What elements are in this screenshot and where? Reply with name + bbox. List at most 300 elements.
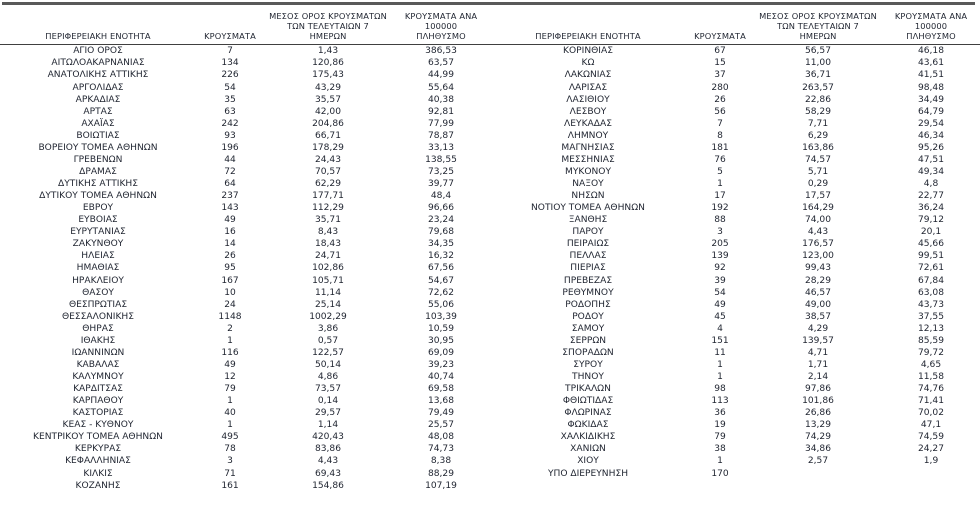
- cell-region: ΚΙΛΚΙΣ: [83, 468, 113, 479]
- cell-cases: 93: [224, 130, 236, 141]
- table-row: [490, 118, 980, 130]
- cell-region: ΣΥΡΟΥ: [573, 359, 603, 370]
- cell-cases: 4: [717, 323, 723, 334]
- table-row: [490, 226, 980, 238]
- cell-per100k: 4,65: [920, 359, 942, 370]
- table-row: [490, 69, 980, 81]
- cell-cases: 38: [714, 444, 726, 455]
- header-per100k-line2: ΠΛΗΘΥΣΜΟ: [416, 31, 466, 42]
- cell-region: ΛΑΡΙΣΑΣ: [568, 82, 608, 93]
- table-row: [0, 178, 490, 190]
- cell-avg7: 0,14: [317, 396, 339, 407]
- cell-region: ΑΡΤΑΣ: [83, 106, 113, 117]
- cell-region: ΦΘΙΩΤΙΔΑΣ: [562, 396, 614, 407]
- table-row: [0, 130, 490, 142]
- cell-avg7: 8,43: [317, 227, 339, 238]
- cell-region: ΚΕΡΚΥΡΑΣ: [74, 444, 122, 455]
- tables-container: [0, 11, 980, 492]
- cell-per100k: 88,29: [427, 468, 455, 479]
- table-row: [0, 275, 490, 287]
- table-row: [490, 419, 980, 431]
- cell-per100k: 69,09: [427, 347, 455, 358]
- cell-avg7: 56,57: [804, 46, 832, 57]
- cell-cases: 192: [711, 203, 729, 214]
- cell-region: ΚΑΡΠΑΘΟΥ: [72, 396, 124, 407]
- cell-cases: 3: [717, 227, 723, 238]
- header-cases: ΚΡΟΥΣΜΑΤΑ: [196, 11, 264, 45]
- cell-region: ΚΕΝΤΡΙΚΟΥ ΤΟΜΕΑ ΑΘΗΝΩΝ: [33, 432, 163, 443]
- cell-avg7: 7,71: [807, 118, 829, 129]
- header-avg7-line1: ΜΕΣΟΣ ΟΡΟΣ ΚΡΟΥΣΜΑΤΩΝ: [759, 11, 877, 21]
- cell-region: ΠΡΕΒΕΖΑΣ: [563, 275, 613, 286]
- cell-region: ΕΥΡΥΤΑΝΙΑΣ: [70, 227, 126, 238]
- cell-region: ΡΕΘΥΜΝΟΥ: [562, 287, 614, 298]
- table-row: [0, 166, 490, 178]
- cell-cases: 139: [711, 251, 729, 262]
- cell-per100k: 74,76: [917, 384, 945, 395]
- cell-region: ΗΜΑΘΙΑΣ: [76, 263, 120, 274]
- cell-per100k: 23,24: [427, 215, 455, 226]
- cell-region: ΗΡΑΚΛΕΙΟΥ: [72, 275, 124, 286]
- cell-cases: 35: [224, 94, 236, 105]
- table-row: [0, 311, 490, 323]
- right-table-panel: [490, 11, 980, 492]
- left-table-body: [0, 45, 490, 492]
- cell-avg7: 11,00: [804, 58, 832, 69]
- cell-region: ΙΩΑΝΝΙΝΩΝ: [71, 347, 125, 358]
- table-row: [0, 106, 490, 118]
- cell-avg7: 11,14: [314, 287, 342, 298]
- cell-per100k: 25,57: [427, 420, 455, 431]
- cell-cases: 2: [227, 323, 233, 334]
- table-row: [490, 142, 980, 154]
- cell-avg7: 6,29: [807, 130, 829, 141]
- cell-cases: 92: [714, 263, 726, 274]
- cell-per100k: 43,73: [917, 299, 945, 310]
- cell-cases: 280: [711, 82, 729, 93]
- cell-per100k: 43,61: [917, 58, 945, 69]
- left-table-header: [0, 11, 490, 45]
- cell-avg7: 175,43: [312, 70, 344, 81]
- cell-per100k: 67,84: [917, 275, 945, 286]
- header-per100k-line1: ΚΡΟΥΣΜΑΤΑ ΑΝΑ 100000: [894, 11, 968, 32]
- cell-per100k: 24,27: [917, 444, 945, 455]
- table-row: [0, 57, 490, 69]
- cell-cases: 56: [714, 106, 726, 117]
- table-row: [0, 94, 490, 106]
- cell-per100k: 48,4: [430, 191, 452, 202]
- cell-avg7: 2,14: [807, 372, 829, 383]
- cell-per100k: 46,34: [917, 130, 945, 141]
- cell-region: ΛΗΜΝΟΥ: [567, 130, 609, 141]
- cell-region: ΘΕΣΠΡΩΤΙΑΣ: [68, 299, 128, 310]
- cell-region: ΙΘΑΚΗΣ: [80, 335, 116, 346]
- table-row: [490, 250, 980, 262]
- cell-region: ΚΑΒΑΛΑΣ: [76, 359, 120, 370]
- table-row: [490, 347, 980, 359]
- cell-per100k: 1,9: [923, 456, 939, 467]
- cell-region: ΘΑΣΟΥ: [82, 287, 114, 298]
- cell-region: ΣΑΜΟΥ: [571, 323, 605, 334]
- table-row: [490, 323, 980, 335]
- cell-avg7: 38,57: [804, 311, 832, 322]
- cell-region: ΑΡΚΑΔΙΑΣ: [75, 94, 121, 105]
- cell-avg7: 24,71: [314, 251, 342, 262]
- cell-cases: 45: [714, 311, 726, 322]
- cell-cases: 167: [221, 275, 239, 286]
- cell-per100k: 103,39: [425, 311, 457, 322]
- cell-cases: 5: [717, 166, 723, 177]
- cell-region: ΠΕΛΛΑΣ: [569, 251, 607, 262]
- cell-per100k: 72,62: [427, 287, 455, 298]
- cell-cases: 116: [221, 347, 239, 358]
- table-row: [0, 262, 490, 274]
- cell-avg7: 101,86: [802, 396, 834, 407]
- right-table-header: [490, 11, 980, 45]
- cell-avg7: 1,71: [807, 359, 829, 370]
- header-avg7-line1: ΜΕΣΟΣ ΟΡΟΣ ΚΡΟΥΣΜΑΤΩΝ: [269, 11, 387, 21]
- cell-per100k: 96,66: [427, 203, 455, 214]
- cell-region: ΤΡΙΚΑΛΩΝ: [565, 384, 611, 395]
- cell-region: ΥΠΟ ΔΙΕΡΕΥΝΗΣΗ: [547, 468, 629, 479]
- cell-cases: 205: [711, 239, 729, 250]
- cell-per100k: 12,13: [917, 323, 945, 334]
- table-row: [490, 407, 980, 419]
- table-row: [490, 443, 980, 455]
- cell-per100k: 74,73: [427, 444, 455, 455]
- cell-per100k: 99,51: [917, 251, 945, 262]
- table-row: [490, 178, 980, 190]
- cell-avg7: 58,29: [804, 106, 832, 117]
- cell-per100k: 39,23: [427, 359, 455, 370]
- cell-region: ΕΒΡΟΥ: [82, 203, 114, 214]
- cell-per100k: 63,57: [427, 58, 455, 69]
- cell-per100k: 41,51: [917, 70, 945, 81]
- cell-per100k: 73,25: [427, 166, 455, 177]
- table-row: [0, 443, 490, 455]
- table-row: [0, 383, 490, 395]
- table-row: [0, 202, 490, 214]
- cell-cases: 1: [227, 420, 233, 431]
- header-region: ΠΕΡΙΦΕΡΕΙΑΚΗ ΕΝΟΤΗΤΑ: [490, 11, 686, 45]
- cell-cases: 24: [224, 299, 236, 310]
- cell-cases: 14: [224, 239, 236, 250]
- cell-avg7: 4,29: [807, 323, 829, 334]
- cell-cases: 226: [221, 70, 239, 81]
- cell-region: ΚΕΑΣ - ΚΥΘΝΟΥ: [62, 420, 134, 431]
- table-row: [490, 94, 980, 106]
- cell-cases: 8: [717, 130, 723, 141]
- cell-per100k: 11,58: [917, 372, 945, 383]
- cell-avg7: 50,14: [314, 359, 342, 370]
- table-row: [490, 154, 980, 166]
- table-row: [0, 455, 490, 467]
- left-data-table: [0, 11, 490, 492]
- cell-cases: 161: [221, 480, 239, 491]
- cell-avg7: 29,57: [314, 408, 342, 419]
- cell-avg7: 102,86: [312, 263, 344, 274]
- cell-avg7: 204,86: [312, 118, 344, 129]
- table-row: [0, 407, 490, 419]
- header-avg7: [754, 11, 882, 45]
- cell-cases: 196: [221, 142, 239, 153]
- table-row: [490, 202, 980, 214]
- cell-region: ΞΑΝΘΗΣ: [568, 215, 608, 226]
- cell-avg7: 177,71: [312, 191, 344, 202]
- cell-avg7: 66,71: [314, 130, 342, 141]
- table-row: [0, 287, 490, 299]
- cell-avg7: 3,86: [317, 323, 339, 334]
- cell-region: ΑΡΓΟΛΙΔΑΣ: [72, 82, 124, 93]
- cell-avg7: 36,71: [804, 70, 832, 81]
- cell-region: ΑΙΤΩΛΟΑΚΑΡΝΑΝΙΑΣ: [51, 58, 145, 69]
- cell-cases: 54: [714, 287, 726, 298]
- table-row: [490, 166, 980, 178]
- cell-avg7: 13,29: [804, 420, 832, 431]
- cell-cases: 1: [717, 456, 723, 467]
- table-row: [490, 262, 980, 274]
- table-row: [490, 82, 980, 94]
- cell-per100k: 79,72: [917, 347, 945, 358]
- cell-region: ΣΕΡΡΩΝ: [569, 335, 607, 346]
- cell-avg7: 122,57: [312, 347, 344, 358]
- table-row: [0, 238, 490, 250]
- cell-per100k: 63,08: [917, 287, 945, 298]
- cell-per100k: 138,55: [425, 154, 457, 165]
- cell-region: ΗΛΕΙΑΣ: [81, 251, 115, 262]
- cell-region: ΖΑΚΥΝΘΟΥ: [72, 239, 124, 250]
- cell-avg7: 83,86: [314, 444, 342, 455]
- cell-per100k: 33,13: [427, 142, 455, 153]
- table-row: [0, 395, 490, 407]
- cell-per100k: [882, 468, 980, 480]
- cell-region: ΦΩΚΙΔΑΣ: [567, 420, 609, 431]
- cell-per100k: 92,81: [427, 106, 455, 117]
- cell-cases: 1: [717, 179, 723, 190]
- cell-per100k: 69,58: [427, 384, 455, 395]
- cell-cases: 10: [224, 287, 236, 298]
- table-row: [490, 383, 980, 395]
- cell-per100k: 20,1: [920, 227, 942, 238]
- table-row: [490, 287, 980, 299]
- table-row: [490, 57, 980, 69]
- cell-per100k: 79,12: [917, 215, 945, 226]
- cell-avg7: 46,57: [804, 287, 832, 298]
- cell-avg7: [754, 468, 882, 480]
- cell-avg7: 70,57: [314, 166, 342, 177]
- table-row: [0, 468, 490, 480]
- cell-region: ΛΑΚΩΝΙΑΣ: [564, 70, 612, 81]
- table-row: [0, 347, 490, 359]
- cell-avg7: 420,43: [312, 432, 344, 443]
- cell-per100k: 47,51: [917, 154, 945, 165]
- left-table-panel: [0, 11, 490, 492]
- cell-cases: 44: [224, 154, 236, 165]
- cell-per100k: 85,59: [917, 335, 945, 346]
- table-row: [490, 106, 980, 118]
- table-row: [490, 214, 980, 226]
- cell-avg7: 112,29: [312, 203, 344, 214]
- table-row: [490, 45, 980, 58]
- cell-cases: 113: [711, 396, 729, 407]
- cell-region: ΣΠΟΡΑΔΩΝ: [562, 347, 614, 358]
- cell-cases: 88: [714, 215, 726, 226]
- cell-per100k: 79,49: [427, 408, 455, 419]
- cell-avg7: 4,86: [317, 372, 339, 383]
- cell-avg7: 263,57: [802, 82, 834, 93]
- cell-region: ΛΕΣΒΟΥ: [569, 106, 607, 117]
- cell-cases: 72: [224, 166, 236, 177]
- cell-cases: 1: [717, 372, 723, 383]
- cell-region: ΧΑΛΚΙΔΙΚΗΣ: [560, 432, 616, 443]
- cell-avg7: 0,29: [807, 179, 829, 190]
- cell-cases: 49: [714, 299, 726, 310]
- cell-avg7: 105,71: [312, 275, 344, 286]
- header-cases: ΚΡΟΥΣΜΑΤΑ: [686, 11, 754, 45]
- cell-avg7: 34,86: [804, 444, 832, 455]
- table-row: [0, 323, 490, 335]
- cell-region: ΠΑΡΟΥ: [572, 227, 604, 238]
- right-table-body: [490, 45, 980, 480]
- cell-cases: 26: [714, 94, 726, 105]
- cell-cases: 1148: [218, 311, 242, 322]
- cell-cases: 1: [717, 359, 723, 370]
- cell-cases: 37: [714, 70, 726, 81]
- cell-region: ΑΝΑΤΟΛΙΚΗΣ ΑΤΤΙΚΗΣ: [47, 70, 149, 81]
- table-row: [490, 311, 980, 323]
- cell-cases: 1: [227, 396, 233, 407]
- header-per100k-line1: ΚΡΟΥΣΜΑΤΑ ΑΝΑ 100000: [404, 11, 478, 32]
- table-row: [0, 45, 490, 58]
- header-per100k: [882, 11, 980, 45]
- table-row: [490, 238, 980, 250]
- cell-per100k: 55,06: [427, 299, 455, 310]
- cell-per100k: 79,68: [427, 227, 455, 238]
- cell-cases: 3: [227, 456, 233, 467]
- cell-per100k: 8,38: [430, 456, 452, 467]
- cell-per100k: 67,56: [427, 263, 455, 274]
- cell-region: ΠΕΙΡΑΙΩΣ: [566, 239, 610, 250]
- cell-cases: 16: [224, 227, 236, 238]
- cell-cases: 11: [714, 347, 726, 358]
- header-per100k: [392, 11, 490, 45]
- cell-region: ΚΑΣΤΟΡΙΑΣ: [72, 408, 124, 419]
- cell-avg7: 1,14: [317, 420, 339, 431]
- cell-per100k: 16,32: [427, 251, 455, 262]
- table-row: [490, 335, 980, 347]
- cell-per100k: 71,41: [917, 396, 945, 407]
- table-row: [0, 214, 490, 226]
- table-row: [0, 226, 490, 238]
- cell-cases: 36: [714, 408, 726, 419]
- cell-cases: 15: [714, 58, 726, 69]
- cell-per100k: 29,54: [917, 118, 945, 129]
- cell-cases: 495: [221, 432, 239, 443]
- cell-region: ΚΟΡΙΝΘΙΑΣ: [563, 46, 613, 57]
- cell-region: ΛΑΣΙΘΙΟΥ: [566, 94, 610, 105]
- table-row: [490, 455, 980, 467]
- cell-per100k: 45,66: [917, 239, 945, 250]
- right-data-table: [490, 11, 980, 480]
- header-region: ΠΕΡΙΦΕΡΕΙΑΚΗ ΕΝΟΤΗΤΑ: [0, 11, 196, 45]
- cell-avg7: 139,57: [802, 335, 834, 346]
- table-row: [490, 190, 980, 202]
- cell-cases: 98: [714, 384, 726, 395]
- table-row: [0, 190, 490, 202]
- cell-avg7: 164,29: [802, 203, 834, 214]
- cell-avg7: 4,43: [317, 456, 339, 467]
- cell-cases: 143: [221, 203, 239, 214]
- cell-cases: 40: [224, 408, 236, 419]
- table-row: [0, 250, 490, 262]
- cell-per100k: 44,99: [427, 70, 455, 81]
- cell-per100k: 22,77: [917, 191, 945, 202]
- cell-avg7: 42,00: [314, 106, 342, 117]
- cell-per100k: 55,64: [427, 82, 455, 93]
- cell-per100k: 30,95: [427, 335, 455, 346]
- cell-per100k: 46,18: [917, 46, 945, 57]
- cell-avg7: 28,29: [804, 275, 832, 286]
- cell-region: ΑΧΑΪΑΣ: [81, 118, 115, 129]
- cell-per100k: 37,55: [917, 311, 945, 322]
- cell-per100k: 39,77: [427, 179, 455, 190]
- cell-region: ΝΗΣΩΝ: [571, 191, 605, 202]
- cell-per100k: 78,87: [427, 130, 455, 141]
- cell-per100k: 49,34: [917, 166, 945, 177]
- header-per100k-line2: ΠΛΗΘΥΣΜΟ: [906, 31, 956, 42]
- cell-avg7: 26,86: [804, 408, 832, 419]
- cell-per100k: 36,24: [917, 203, 945, 214]
- cell-avg7: 18,43: [314, 239, 342, 250]
- cell-avg7: 22,86: [804, 94, 832, 105]
- cell-region: ΡΟΔΟΥ: [572, 311, 604, 322]
- cell-avg7: 97,86: [804, 384, 832, 395]
- cell-region: ΜΕΣΣΗΝΙΑΣ: [561, 154, 615, 165]
- cell-per100k: 47,1: [920, 420, 942, 431]
- cell-cases: 1: [227, 335, 233, 346]
- cell-avg7: 35,57: [314, 94, 342, 105]
- cell-cases: 17: [714, 191, 726, 202]
- cell-avg7: 154,86: [312, 480, 344, 491]
- cell-cases: 7: [717, 118, 723, 129]
- cell-avg7: 4,71: [807, 347, 829, 358]
- cell-per100k: 10,59: [427, 323, 455, 334]
- cell-region: ΜΑΓΝΗΣΙΑΣ: [561, 142, 615, 153]
- cell-per100k: 70,02: [917, 408, 945, 419]
- table-row: [0, 335, 490, 347]
- cell-avg7: 24,43: [314, 154, 342, 165]
- cell-cases: 242: [221, 118, 239, 129]
- cell-region: ΜΥΚΟΝΟΥ: [564, 166, 612, 177]
- cell-per100k: 40,38: [427, 94, 455, 105]
- cell-avg7: 74,29: [804, 432, 832, 443]
- table-row: [0, 480, 490, 492]
- cell-per100k: 64,79: [917, 106, 945, 117]
- table-row: [0, 359, 490, 371]
- cell-cases: 39: [714, 275, 726, 286]
- cell-per100k: 54,67: [427, 275, 455, 286]
- table-row: [0, 118, 490, 130]
- table-row: [0, 69, 490, 81]
- cell-region: ΓΡΕΒΕΝΩΝ: [73, 154, 123, 165]
- cell-avg7: 5,71: [807, 166, 829, 177]
- header-avg7-line2: ΤΩΝ ΤΕΛΕΥΤΑΙΩΝ 7 ΗΜΕΡΩΝ: [777, 21, 859, 42]
- table-row: [0, 431, 490, 443]
- cell-avg7: 163,86: [802, 142, 834, 153]
- cell-region: ΝΟΤΙΟΥ ΤΟΜΕΑ ΑΘΗΝΩΝ: [531, 203, 645, 214]
- table-row: [490, 130, 980, 142]
- cell-avg7: 176,57: [802, 239, 834, 250]
